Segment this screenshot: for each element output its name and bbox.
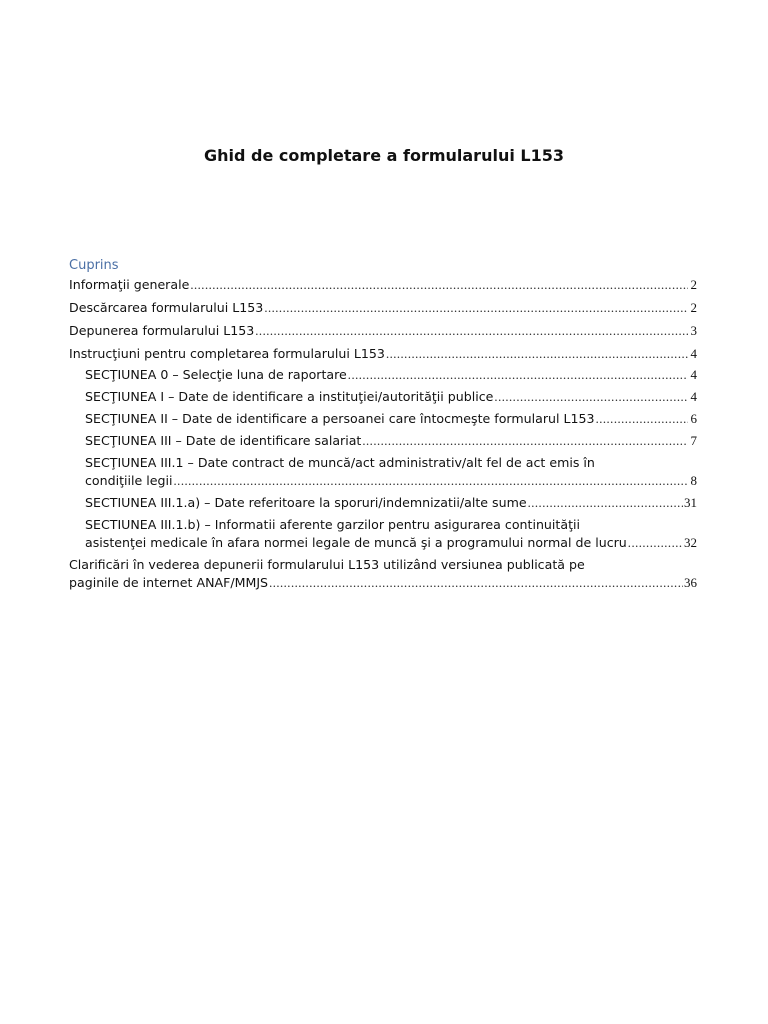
toc-dot-leader: [255, 322, 688, 340]
toc-entry-label: SECŢIUNEA I – Date de identificare a instituţiei/autorităţii publice: [85, 389, 494, 404]
table-of-contents: [69, 276, 697, 592]
toc-dot-leader: [264, 299, 688, 317]
toc-page-number: 6: [690, 411, 697, 426]
toc-dot-leader: [190, 276, 688, 294]
toc-entry[interactable]: [85, 432, 697, 450]
toc-dot-leader: [386, 345, 688, 363]
toc-dot-leader: [362, 432, 688, 450]
toc-entry[interactable]: [69, 322, 697, 340]
toc-entry[interactable]: [69, 299, 697, 317]
toc-entry-label: Instrucţiuni pentru completarea formularului L153: [69, 346, 385, 361]
toc-entry-label-line1: Clarificări în vederea depunerii formularului L153 utilizând versiunea publicată pe: [69, 557, 585, 572]
toc-entry-label: Informaţii generale: [69, 277, 190, 292]
document-title: Ghid de completare a formularului L153: [204, 146, 564, 165]
toc-entry[interactable]: [69, 276, 697, 294]
toc-page-number: 7: [690, 433, 697, 448]
toc-entry[interactable]: [85, 454, 697, 490]
toc-dot-leader: [494, 388, 688, 406]
toc-page-number: 36: [684, 575, 697, 590]
toc-entry[interactable]: [69, 556, 697, 592]
toc-page-number: 4: [690, 367, 697, 382]
toc-entry-label-line1: SECTIUNEA III.1.b) – Informatii aferente garzilor pentru asigurarea continuităţii: [85, 517, 580, 532]
toc-entry[interactable]: [69, 345, 697, 363]
toc-entry-label: SECTIUNEA III.1.a) – Date referitoare la sporuri/indemnizatii/alte sume: [85, 495, 527, 510]
toc-dot-leader: [596, 410, 688, 428]
toc-dot-leader: [269, 574, 683, 592]
toc-heading: Cuprins: [69, 258, 119, 273]
toc-dot-leader: [174, 472, 688, 490]
toc-page-number: 3: [690, 323, 697, 338]
toc-page-number: 4: [690, 346, 697, 361]
toc-entry-label: paginile de internet ANAF/MMJS: [69, 575, 269, 590]
toc-page-number: 31: [684, 495, 697, 510]
toc-entry-label: Depunerea formularului L153: [69, 323, 255, 338]
toc-entry[interactable]: [85, 410, 697, 428]
toc-entry-label: condiţiile legii: [85, 473, 173, 488]
toc-entry[interactable]: [85, 494, 697, 512]
toc-entry-label: SECŢIUNEA 0 – Selecţie luna de raportare: [85, 367, 347, 382]
toc-dot-leader: [528, 494, 683, 512]
toc-dot-leader: [348, 366, 688, 384]
toc-entry-label: Descărcarea formularului L153: [69, 300, 264, 315]
toc-entry-label: SECŢIUNEA II – Date de identificare a persoanei care întocmeşte formularul L153: [85, 411, 595, 426]
toc-page-number: 2: [690, 277, 697, 292]
toc-entry[interactable]: [85, 516, 697, 552]
toc-entry[interactable]: [85, 388, 697, 406]
toc-page-number: 2: [690, 300, 697, 315]
toc-entry-label-line1: SECŢIUNEA III.1 – Date contract de muncă/act administrativ/alt fel de act emis în: [85, 455, 595, 470]
toc-page-number: 4: [690, 389, 697, 404]
toc-page-number: 8: [690, 473, 697, 488]
toc-dot-leader: [628, 534, 683, 552]
toc-entry-label: asistenţei medicale în afara normei legale de muncă şi a programului normal de lucru: [85, 535, 627, 550]
toc-entry-label: SECŢIUNEA III – Date de identificare salariat: [85, 433, 362, 448]
toc-entry[interactable]: [85, 366, 697, 384]
toc-page-number: 32: [684, 535, 697, 550]
